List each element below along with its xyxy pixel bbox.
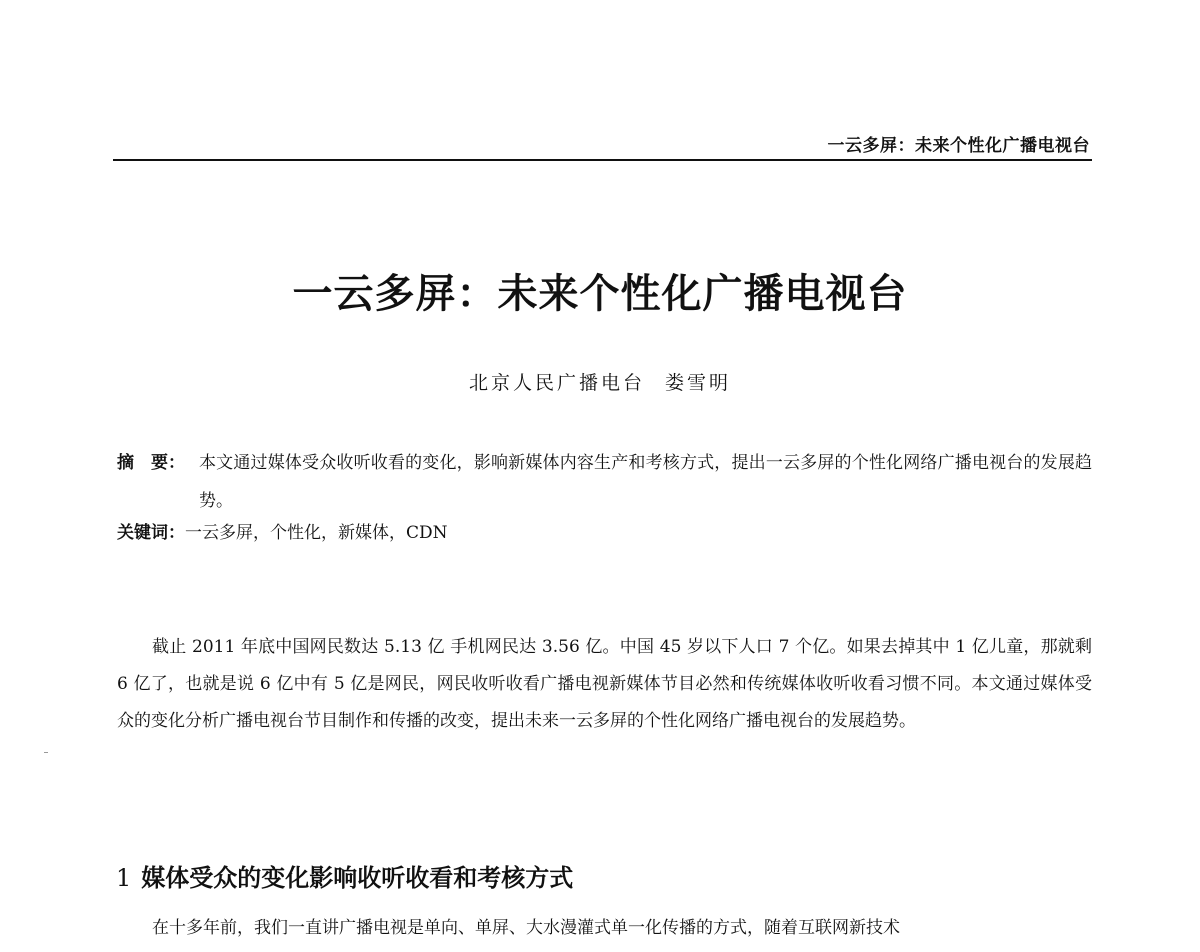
running-header: 一云多屏：未来个性化广播电视台 xyxy=(827,136,1090,156)
section-title: 媒体受众的变化影响收听收看和考核方式 xyxy=(141,864,574,892)
abstract xyxy=(117,444,1092,520)
keywords-label: 关键词： xyxy=(117,523,185,543)
author-name: 娄雪明 xyxy=(665,372,732,394)
section-heading xyxy=(116,858,573,893)
section-paragraph: 在十多年前，我们一直讲广播电视是单向、单屏、大水漫灌式单一化传播的方式，随着互联网新技术 xyxy=(152,918,900,938)
keywords-text: 一云多屏，个性化，新媒体，CDN xyxy=(185,523,448,543)
paper-title: 一云多屏：未来个性化广播电视台 xyxy=(292,271,908,317)
header-rule xyxy=(113,159,1092,161)
intro-paragraph: 截止 2011 年底中国网民数达 5.13 亿 手机网民达 3.56 亿。中国 45 岁以下人口 7 个亿。如果去掉其中 1 亿儿童，那就剩 6 亿了，也就是说 6 亿中有 5 亿是网民，网民收听收看广播电视新媒体节目必然和传统媒体收听收看习惯不同。本文通过媒体受众的变化分析广播电视台节目制作和传播的改变，提出未来一云多屏的个性化网络广播电视台的发展趋势。 xyxy=(117,637,1092,731)
scan-mark xyxy=(44,752,48,753)
abstract-text: 本文通过媒体受众收听收看的变化，影响新媒体内容生产和考核方式，提出一云多屏的个性化网络广播电视台的发展趋势。 xyxy=(199,453,1092,511)
keywords xyxy=(117,514,1092,552)
section-number: 1 xyxy=(116,864,132,892)
author-affiliation: 北京人民广播电台 xyxy=(468,372,645,394)
abstract-label: 摘 要： xyxy=(117,453,185,473)
byline xyxy=(0,368,1200,395)
